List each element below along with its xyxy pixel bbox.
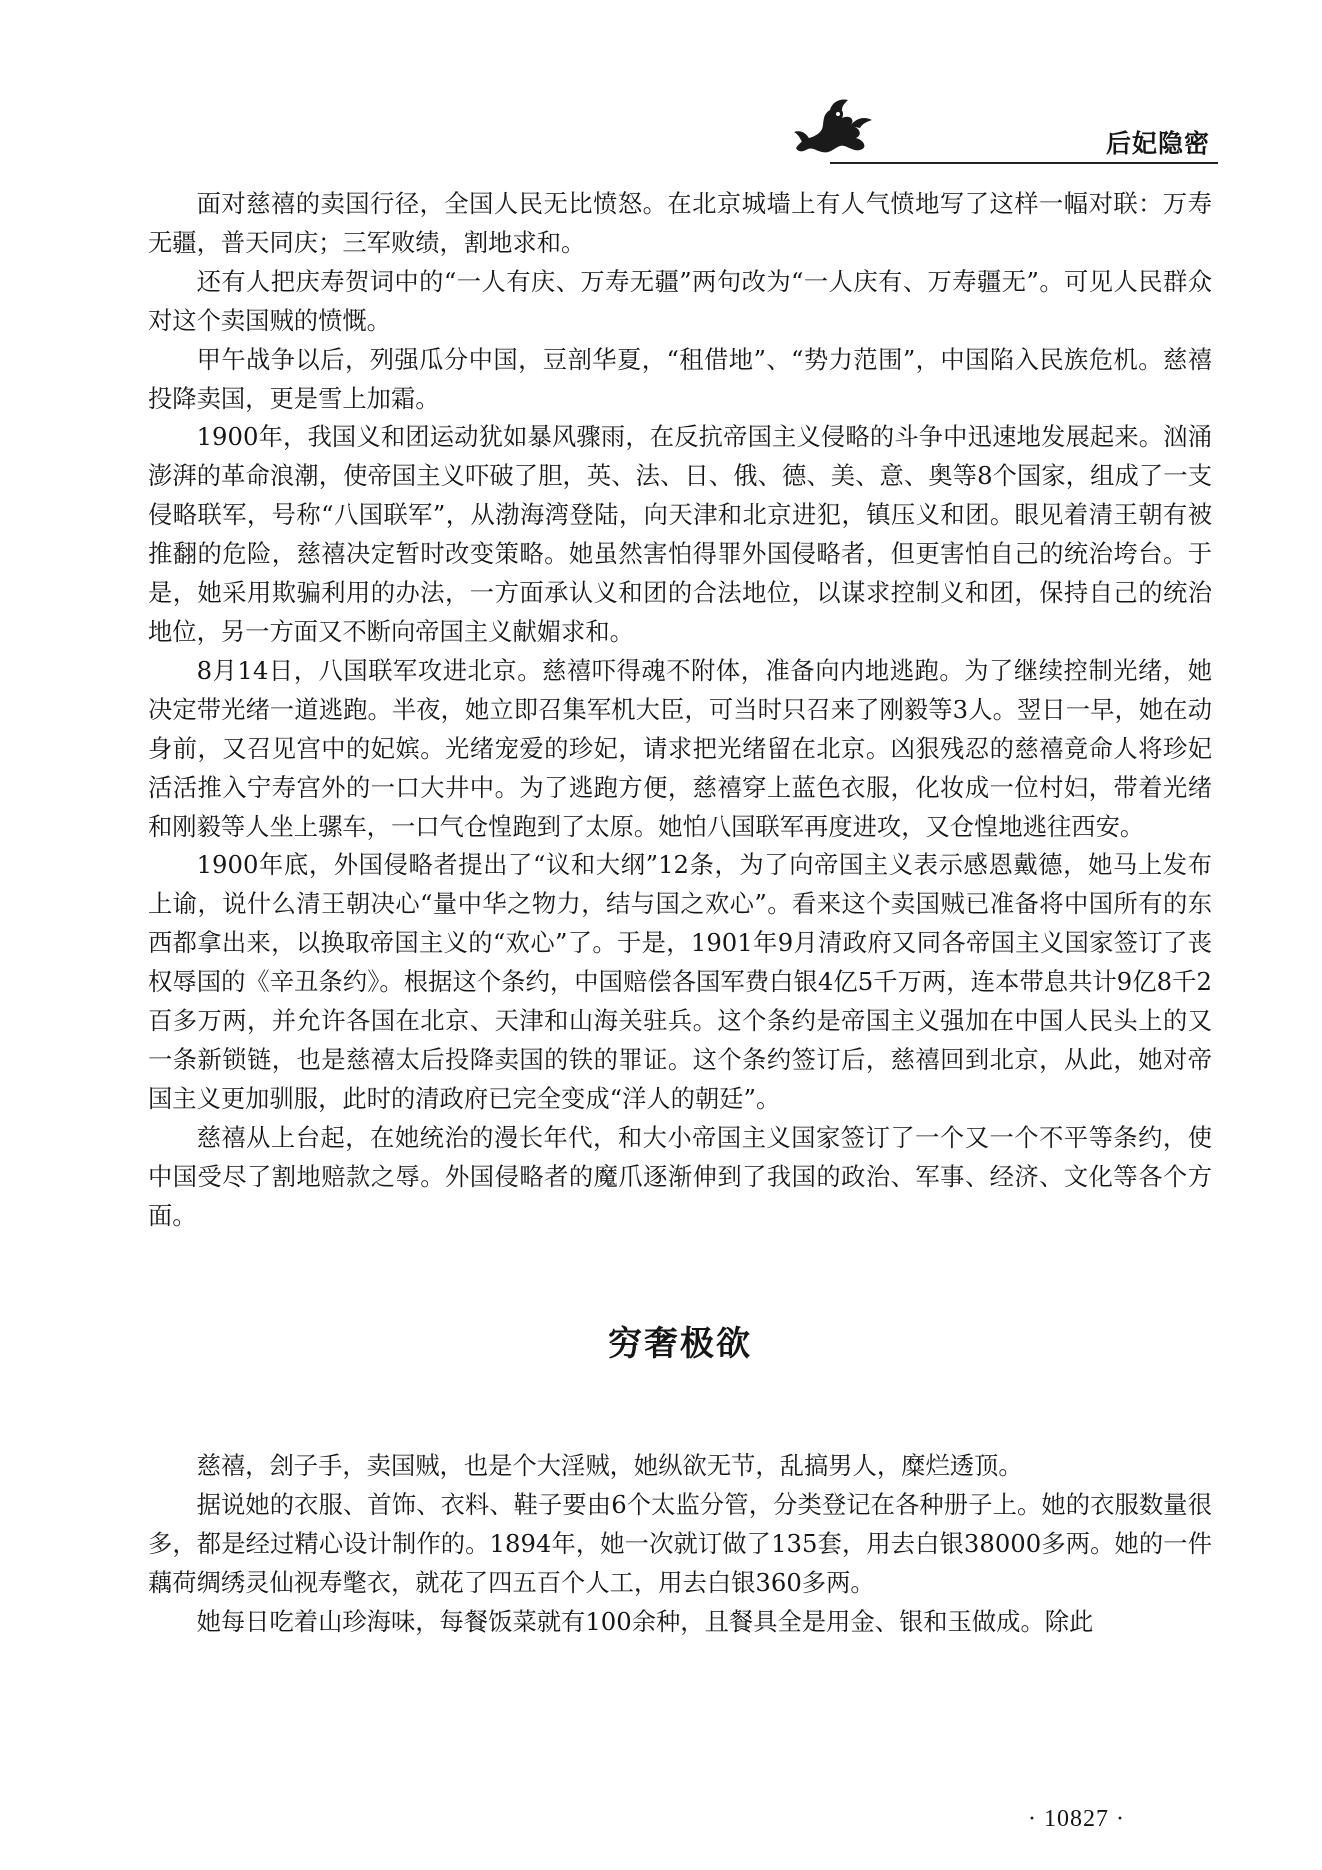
header-divider: [830, 162, 1218, 164]
section-heading: 穷奢极欲: [608, 1324, 752, 1365]
page-number: · 10827 ·: [1028, 1806, 1125, 1832]
paragraph: 还有人把庆寿贺词中的“一人有庆、万寿无疆”两句改为“一人庆有、万寿疆无”。可见人民群众对这个卖国贼的愤慨。: [148, 266, 1212, 335]
dragon-emblem-icon: [790, 96, 876, 158]
paragraph: 甲午战争以后，列强瓜分中国，豆剖华夏，“租借地”、“势力范围”，中国陷入民族危机。慈禧投降卖国，更是雪上加霜。: [148, 344, 1212, 413]
paragraph: 1900年底，外国侵略者提出了“议和大纲”12条，为了向帝国主义表示感恩戴德，她马上发布上谕，说什么清王朝决心“量中华之物力，结与国之欢心”。看来这个卖国贼已准备将中国所有的东西都拿出来，以换取帝国主义的“欢心”了。于是，1901年9月清政府又同各帝国主义国家签订了丧权辱国的《辛丑条约》。根据这个条约，中国赔偿各国军费白银4亿5千万两，连本带息共计9亿8千2百多万两，并允许各国在北京、天津和山海关驻兵。这个条约是帝国主义强加在中国人民头上的又一条新锁链，也是慈禧太后投降卖国的铁的罪证。这个条约签订后，慈禧回到北京，从此，她对帝国主义更加驯服，此时的清政府已完全变成“洋人的朝廷”。: [148, 850, 1212, 1113]
page-body: [148, 185, 1212, 1642]
paragraph: 1900年，我国义和团运动犹如暴风骤雨，在反抗帝国主义侵略的斗争中迅速地发展起来。汹涌澎湃的革命浪潮，使帝国主义吓破了胆，英、法、日、俄、德、美、意、奥等8个国家，组成了一支侵略联军，号称“八国联军”，从渤海湾登陆，向天津和北京进犯，镇压义和团。眼见着清王朝有被推翻的危险，慈禧决定暂时改变策略。她虽然害怕得罪外国侵略者，但更害怕自己的统治垮台。于是，她采用欺骗利用的办法，一方面承认义和团的合法地位，以谋求控制义和团，保持自己的统治地位，另一方面又不断向帝国主义献媚求和。: [148, 422, 1212, 646]
paragraph: 8月14日，八国联军攻进北京。慈禧吓得魂不附体，准备向内地逃跑。为了继续控制光绪，她决定带光绪一道逃跑。半夜，她立即召集军机大臣，可当时只召来了刚毅等3人。翌日一早，她在动身前，又召见宫中的妃嫔。光绪宠爱的珍妃，请求把光绪留在北京。凶狠残忍的慈禧竟命人将珍妃活活推入宁寿宫外的一口大井中。为了逃跑方便，慈禧穿上蓝色衣服，化妆成一位村妇，带着光绪和刚毅等人坐上骡车，一口气仓惶跑到了太原。她怕八国联军再度进攻，又仓惶地逃往西安。: [148, 655, 1212, 841]
paragraph: 慈禧从上台起，在她统治的漫长年代，和大小帝国主义国家签订了一个又一个不平等条约，使中国受尽了割地赔款之辱。外国侵略者的魔爪逐渐伸到了我国的政治、军事、经济、文化等各个方面。: [148, 1122, 1212, 1230]
paragraph: 面对慈禧的卖国行径，全国人民无比愤怒。在北京城墙上有人气愤地写了这样一幅对联：万寿无疆，普天同庆；三军败绩，割地求和。: [148, 189, 1212, 257]
paragraph: 据说她的衣服、首饰、衣料、鞋子要由6个太监分管，分类登记在各种册子上。她的衣服数量很多，都是经过精心设计制作的。1894年，她一次就订做了135套，用去白银38000多两。她的一件藕荷绸绣灵仙视寿氅衣，就花了四五百个人工，用去白银360多两。: [148, 1490, 1212, 1598]
paragraph: 她每日吃着山珍海味，每餐饭菜就有100余种，且餐具全是用金、银和玉做成。除此: [196, 1607, 1094, 1637]
running-header: [790, 96, 1218, 166]
header-title: 后妃隐密: [1105, 129, 1210, 158]
paragraph: 慈禧，刽子手，卖国贼，也是个大淫贼，她纵欲无节，乱搞男人，糜烂透顶。: [196, 1451, 1023, 1481]
